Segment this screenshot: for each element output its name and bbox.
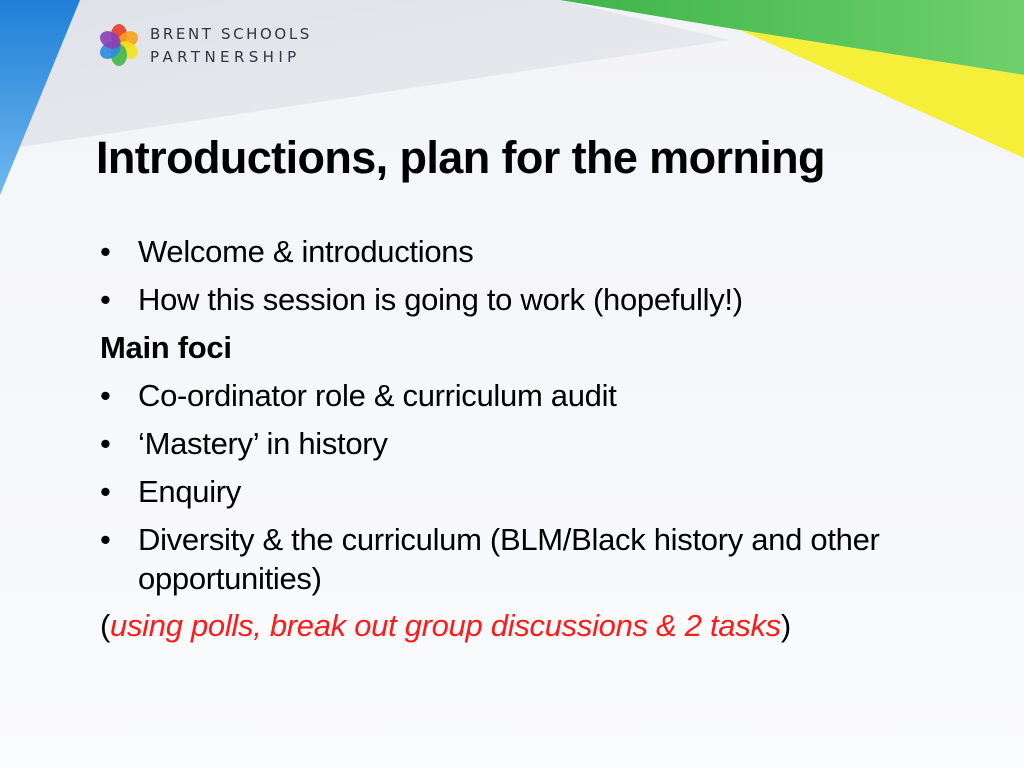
note-text: using polls, break out group discussions & 2 tasks — [110, 608, 781, 643]
bullet-item — [100, 516, 960, 602]
slide-title: Introductions, plan for the morning — [96, 132, 825, 183]
bullet-marker: • — [100, 426, 111, 461]
bullet-text: How this session is going to work (hopefully!) — [138, 282, 743, 317]
note-open-paren: ( — [100, 608, 111, 643]
bullet-marker: • — [100, 234, 111, 269]
bullet-item — [100, 420, 960, 468]
bullet-text: ‘Mastery’ in history — [138, 426, 388, 461]
bullet-text: Diversity & the curriculum (BLM/Black history and other opportunities) — [138, 522, 880, 596]
bullet-marker: • — [100, 378, 111, 413]
bullet-marker: • — [100, 474, 111, 509]
bullet-marker: • — [100, 282, 111, 317]
bullet-item — [100, 228, 960, 276]
session-note — [100, 602, 960, 650]
bullet-item — [100, 276, 960, 324]
logo-line-2: PARTNERSHIP — [150, 48, 301, 66]
subheading: Main foci — [100, 330, 232, 365]
bullet-text: Welcome & introductions — [138, 234, 474, 269]
brand-logo — [96, 20, 336, 72]
bullet-text: Enquiry — [138, 474, 242, 509]
logo-line-1: BRENT SCHOOLS — [150, 25, 312, 43]
slide-body — [100, 228, 960, 650]
bullet-item — [100, 468, 960, 516]
note-close-paren: ) — [780, 608, 791, 643]
bullet-marker: • — [100, 522, 111, 557]
bullet-item — [100, 372, 960, 420]
flower-icon — [96, 22, 142, 68]
bullet-text: Co-ordinator role & curriculum audit — [138, 378, 617, 413]
